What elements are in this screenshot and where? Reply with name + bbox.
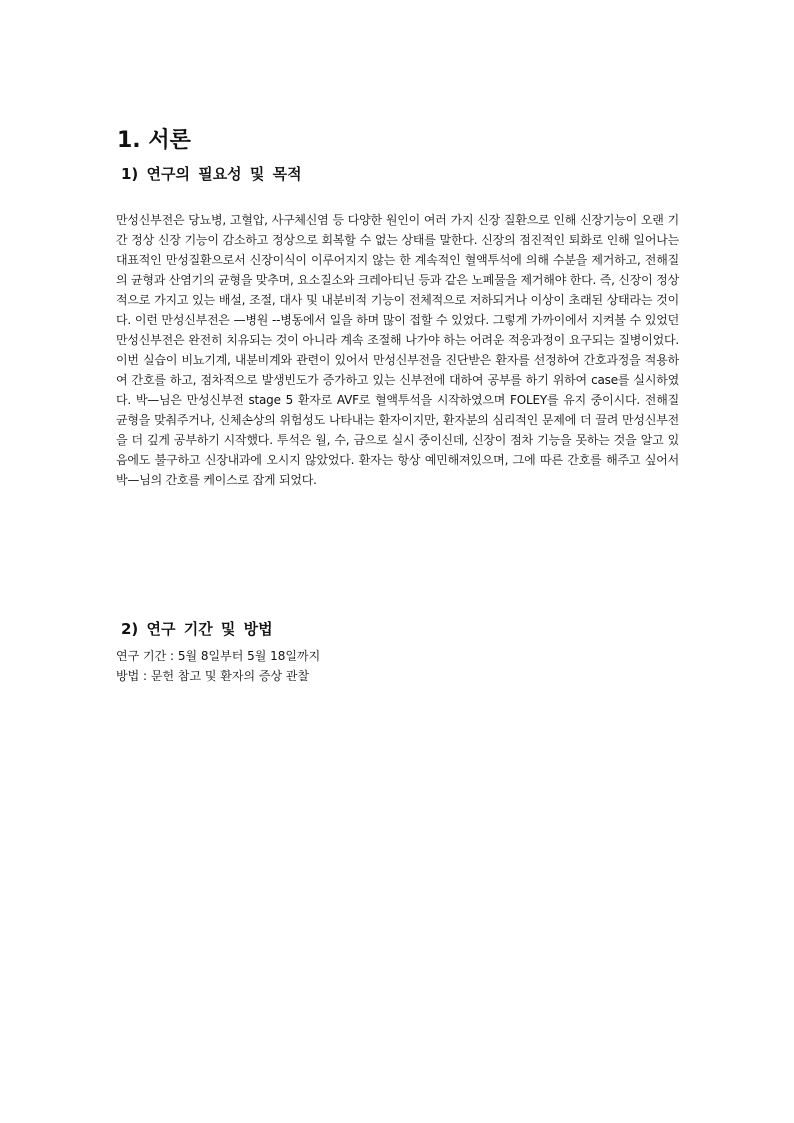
section-title: 1. 서론 [117,128,191,153]
purpose-paragraph: 만성신부전은 당뇨병, 고혈압, 사구체신염 등 다양한 원인이 여러 가지 신장 질환으로 인해 신장기능이 오랜 기간 정상 신장 기능이 감소하고 정상으로 회복할 수 없는 상태를 말한다. 신장의 점진적인 퇴화로 인해 일어나는 대표적인 만성질환으로서 신장이식이 이루어지지 않는 한 계속적인 혈액투석에 의해 수분을 제거하고, 전해질의 균형과 산염기의 균형을 맞추며, 요소질소와 크레아티닌 등과 같은 노폐물을 제거해야 한다. 즉, 신장이 정상적으로 가지고 있는 배설, 조절, 대사 및 내분비적 기능이 전체적으로 저하되거나 이상이 초래된 상태라는 것이다. 이런 만성신부전은 —병원 --병동에서 일을 하며 많이 접할 수 있었다. 그렇게 가까이에서 지켜볼 수 있었던 만성신부전은 완전히 치유되는 것이 아니라 계속 조절해 나가야 하는 어려운 적응과정이 요구되는 질병이었다. 이번 실습이 비뇨기계, 내분비계와 관련이 있어서 만성신부전을 진단받은 환자를 선정하여 간호과정을 적용하여 간호를 하고, 점차적으로 발생빈도가 증가하고 있는 신부전에 대하여 공부를 하기 위하여 case를 실시하였다. 박—님은 만성신부전 stage 5 환자로 AVF로 혈액투석을 시작하였으며 FOLEY를 유지 중이시다. 전해질 균형을 맞춰주거나, 신체손상의 위험성도 나타내는 환자이지만, 환자분의 심리적인 문제에 더 끌려 만성신부전을 더 깊게 공부하기 시작했다. 투석은 월, 수, 금으로 실시 중이신데, 신장이 점차 기능을 못하는 것을 알고 있음에도 불구하고 신장내과에 오시지 않았었다. 환자는 항상 예민해져있으며, 그에 따른 간호를 해주고 싶어서 박—님의 간호를 케이스로 잡게 되었다. [116,213,679,487]
study-period: 연구 기간 : 5월 8일부터 5월 18일까지 [116,649,321,663]
subsection-heading-method: 2) 연구 기간 및 방법 [121,620,273,638]
study-info [116,646,320,686]
subsection-heading-purpose: 1) 연구의 필요성 및 목적 [121,165,302,183]
study-method: 방법 : 문헌 참고 및 환자의 증상 관찰 [116,669,310,683]
